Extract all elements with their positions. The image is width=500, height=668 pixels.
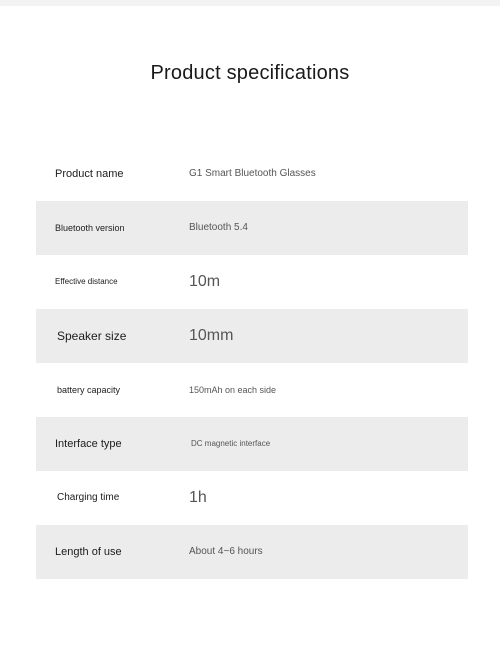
spec-value: DC magnetic interface	[191, 439, 271, 448]
spec-label: Product name	[55, 168, 124, 180]
spec-label: Bluetooth version	[55, 223, 125, 233]
top-strip	[0, 0, 500, 6]
spec-row-bluetooth-version	[36, 201, 468, 255]
spec-row-length-of-use	[36, 525, 468, 579]
spec-label: Charging time	[57, 492, 120, 503]
spec-value: 10mm	[189, 327, 234, 344]
spec-label: Interface type	[55, 438, 122, 450]
spec-row-charging-time	[36, 471, 468, 525]
spec-row-speaker-size	[36, 309, 468, 363]
spec-row-battery-capacity	[36, 363, 468, 417]
spec-row-effective-distance	[36, 255, 468, 309]
spec-table	[36, 147, 468, 579]
spec-value: G1 Smart Bluetooth Glasses	[189, 168, 316, 179]
spec-row-interface-type	[36, 417, 468, 471]
spec-value: Bluetooth 5.4	[189, 222, 248, 233]
spec-label: Length of use	[55, 546, 122, 558]
spec-value: 150mAh on each side	[189, 385, 277, 395]
spec-label: Speaker size	[57, 329, 127, 343]
page-title: Product specifications	[150, 62, 350, 84]
spec-label: battery capacity	[57, 385, 121, 395]
spec-row-product-name	[36, 147, 468, 201]
spec-label: Effective distance	[55, 277, 118, 286]
spec-value: 1h	[189, 489, 207, 506]
spec-value: About 4~6 hours	[189, 546, 263, 557]
spec-value: 10m	[189, 273, 221, 290]
